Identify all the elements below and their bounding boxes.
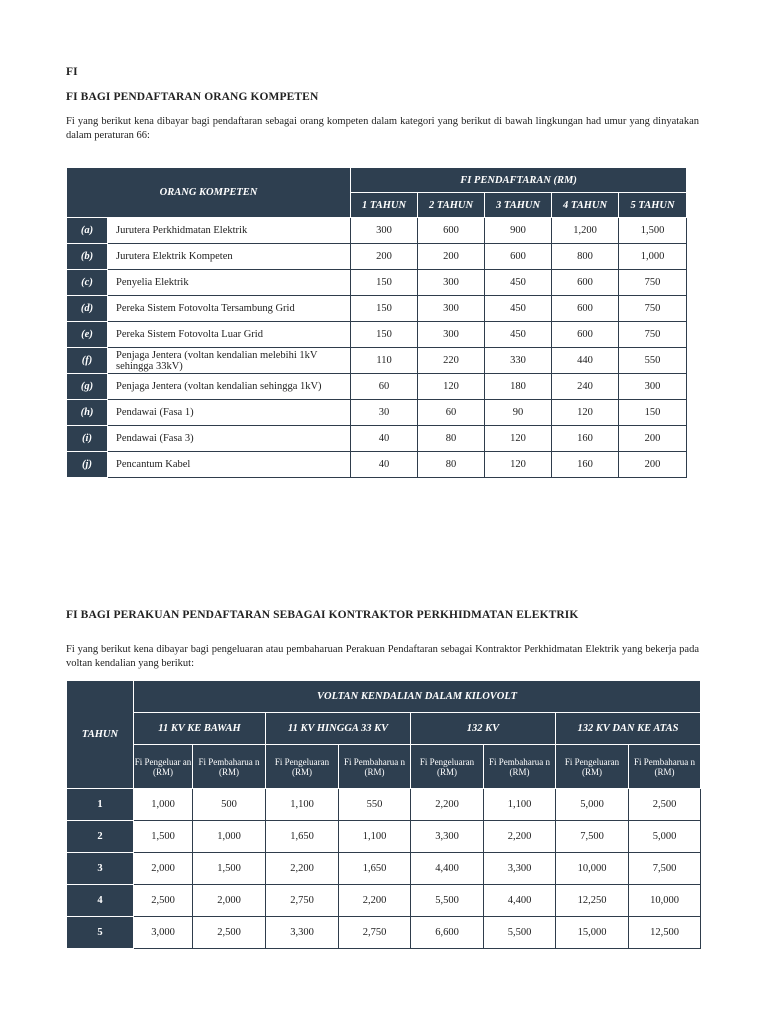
fee-cell: 15,000 [556, 917, 629, 949]
row-label: (d) [67, 296, 108, 322]
fee-cell: 10,000 [556, 853, 629, 885]
fee-cell: 3,300 [411, 821, 484, 853]
fee-cell: 110 [351, 348, 418, 374]
fee-cell: 7,500 [629, 853, 701, 885]
section1-title: FI BAGI PENDAFTARAN ORANG KOMPETEN [66, 91, 319, 103]
fee-cell: 900 [485, 218, 552, 244]
fee-cell: 2,500 [134, 885, 193, 917]
band-header: 11 KV HINGGA 33 KV [266, 713, 411, 745]
fee-cell: 12,500 [629, 917, 701, 949]
fee-cell: 200 [418, 244, 485, 270]
col-header-tahun: TAHUN [67, 681, 134, 789]
fee-cell: 5,000 [556, 789, 629, 821]
fee-cell: 300 [351, 218, 418, 244]
year-label: 3 [67, 853, 134, 885]
fee-cell: 600 [485, 244, 552, 270]
fee-cell: 120 [485, 426, 552, 452]
fee-cell: 80 [418, 426, 485, 452]
col-header-orang-kompeten: ORANG KOMPETEN [67, 168, 351, 218]
fee-cell: 800 [552, 244, 619, 270]
fee-cell: 60 [351, 374, 418, 400]
fee-cell: 200 [619, 426, 687, 452]
fee-cell: 150 [351, 270, 418, 296]
fee-cell: 3,300 [266, 917, 339, 949]
table-row [67, 322, 687, 348]
fee-cell: 40 [351, 426, 418, 452]
fee-type-header: Fi Pembaharua n (RM) [339, 745, 411, 789]
fee-type-header: Fi Pengeluaran (RM) [556, 745, 629, 789]
table-row [67, 400, 687, 426]
category-name: Jurutera Elektrik Kompeten [108, 244, 351, 270]
fee-cell: 1,000 [193, 821, 266, 853]
row-label: (h) [67, 400, 108, 426]
fee-cell: 200 [619, 452, 687, 478]
fee-cell: 750 [619, 322, 687, 348]
fee-cell: 6,600 [411, 917, 484, 949]
fee-cell: 5,500 [484, 917, 556, 949]
fee-cell: 5,000 [629, 821, 701, 853]
row-label: (b) [67, 244, 108, 270]
fee-cell: 240 [552, 374, 619, 400]
fee-cell: 160 [552, 426, 619, 452]
fee-cell: 5,500 [411, 885, 484, 917]
fee-cell: 440 [552, 348, 619, 374]
fee-cell: 300 [418, 322, 485, 348]
fee-cell: 12,250 [556, 885, 629, 917]
fee-cell: 150 [351, 296, 418, 322]
section2-title: FI BAGI PERAKUAN PENDAFTARAN SEBAGAI KONTRAKTOR PERKHIDMATAN ELEKTRIK [66, 609, 579, 621]
table-row [67, 853, 701, 885]
fee-cell: 2,500 [193, 917, 266, 949]
table-row [67, 426, 687, 452]
fee-cell: 180 [485, 374, 552, 400]
fee-cell: 3,300 [484, 853, 556, 885]
fee-cell: 2,750 [339, 917, 411, 949]
fee-cell: 750 [619, 270, 687, 296]
table-row [67, 218, 687, 244]
row-label: (a) [67, 218, 108, 244]
category-name: Pencantum Kabel [108, 452, 351, 478]
fee-type-header: Fi Pengeluaran (RM) [411, 745, 484, 789]
fee-type-header: Fi Pengeluaran (RM) [266, 745, 339, 789]
fee-cell: 600 [418, 218, 485, 244]
fee-cell: 450 [485, 270, 552, 296]
fee-cell: 1,000 [619, 244, 687, 270]
table-row [67, 917, 701, 949]
year-header: 4 TAHUN [552, 193, 619, 218]
fee-cell: 160 [552, 452, 619, 478]
fee-cell: 300 [619, 374, 687, 400]
fee-cell: 220 [418, 348, 485, 374]
fee-type-header: Fi Pembaharua n (RM) [193, 745, 266, 789]
fee-cell: 4,400 [484, 885, 556, 917]
fee-cell: 1,100 [266, 789, 339, 821]
group-header-voltan: VOLTAN KENDALIAN DALAM KILOVOLT [134, 681, 701, 713]
fee-cell: 2,000 [193, 885, 266, 917]
category-name: Pendawai (Fasa 1) [108, 400, 351, 426]
fee-cell: 1,650 [266, 821, 339, 853]
year-header: 1 TAHUN [351, 193, 418, 218]
fee-cell: 1,200 [552, 218, 619, 244]
page-heading: FI [66, 66, 78, 78]
fee-cell: 500 [193, 789, 266, 821]
fee-cell: 550 [339, 789, 411, 821]
contractor-fee-table [66, 680, 701, 949]
fee-cell: 2,500 [629, 789, 701, 821]
fee-cell: 1,500 [619, 218, 687, 244]
band-header: 11 KV KE BAWAH [134, 713, 266, 745]
row-label: (c) [67, 270, 108, 296]
fee-cell: 1,650 [339, 853, 411, 885]
fee-cell: 1,100 [484, 789, 556, 821]
fee-cell: 120 [418, 374, 485, 400]
competent-person-fee-table [66, 167, 687, 478]
category-name: Jurutera Perkhidmatan Elektrik [108, 218, 351, 244]
band-header: 132 KV DAN KE ATAS [556, 713, 701, 745]
fee-cell: 2,000 [134, 853, 193, 885]
fee-cell: 600 [552, 296, 619, 322]
fee-cell: 2,200 [266, 853, 339, 885]
year-header: 5 TAHUN [619, 193, 687, 218]
table-row [67, 821, 701, 853]
fee-cell: 60 [418, 400, 485, 426]
category-name: Pendawai (Fasa 3) [108, 426, 351, 452]
row-label: (g) [67, 374, 108, 400]
group-header-fi-pendaftaran: FI PENDAFTARAN (RM) [351, 168, 687, 193]
table-row [67, 885, 701, 917]
fee-cell: 1,500 [134, 821, 193, 853]
fee-type-header: Fi Pembaharua n (RM) [629, 745, 701, 789]
table-row [67, 270, 687, 296]
fee-cell: 150 [619, 400, 687, 426]
row-label: (j) [67, 452, 108, 478]
fee-cell: 330 [485, 348, 552, 374]
row-label: (e) [67, 322, 108, 348]
fee-cell: 2,200 [339, 885, 411, 917]
fee-cell: 300 [418, 296, 485, 322]
fee-cell: 450 [485, 322, 552, 348]
fee-cell: 1,100 [339, 821, 411, 853]
table-row [67, 452, 687, 478]
section2-intro: Fi yang berikut kena dibayar bagi pengeluaran atau pembaharuan Perakuan Pendaftaran sebagai Kontraktor Perkhidmatan Elektrik yang bekerja pada voltan kendalian yang berikut: [66, 644, 699, 669]
year-header: 3 TAHUN [485, 193, 552, 218]
year-label: 5 [67, 917, 134, 949]
table-row [67, 374, 687, 400]
category-name: Pereka Sistem Fotovolta Tersambung Grid [108, 296, 351, 322]
table-row [67, 296, 687, 322]
fee-cell: 2,200 [411, 789, 484, 821]
fee-type-header: Fi Pembaharua n (RM) [484, 745, 556, 789]
table-row [67, 244, 687, 270]
fee-cell: 150 [351, 322, 418, 348]
fee-cell: 300 [418, 270, 485, 296]
fee-cell: 80 [418, 452, 485, 478]
fee-cell: 10,000 [629, 885, 701, 917]
fee-cell: 3,000 [134, 917, 193, 949]
row-label: (f) [67, 348, 108, 374]
fee-cell: 90 [485, 400, 552, 426]
category-name: Penjaga Jentera (voltan kendalian melebihi 1kV sehingga 33kV) [108, 348, 351, 374]
fee-cell: 600 [552, 270, 619, 296]
fee-cell: 1,000 [134, 789, 193, 821]
fee-cell: 1,500 [193, 853, 266, 885]
year-label: 2 [67, 821, 134, 853]
table-row [67, 348, 687, 374]
fee-type-header: Fi Pengeluar an (RM) [134, 745, 193, 789]
fee-cell: 200 [351, 244, 418, 270]
category-name: Penjaga Jentera (voltan kendalian sehingga 1kV) [108, 374, 351, 400]
fee-cell: 120 [552, 400, 619, 426]
table-row [67, 789, 701, 821]
fee-cell: 30 [351, 400, 418, 426]
row-label: (i) [67, 426, 108, 452]
fee-cell: 600 [552, 322, 619, 348]
fee-cell: 7,500 [556, 821, 629, 853]
year-header: 2 TAHUN [418, 193, 485, 218]
band-header: 132 KV [411, 713, 556, 745]
fee-cell: 120 [485, 452, 552, 478]
fee-cell: 450 [485, 296, 552, 322]
year-label: 4 [67, 885, 134, 917]
fee-cell: 40 [351, 452, 418, 478]
category-name: Pereka Sistem Fotovolta Luar Grid [108, 322, 351, 348]
fee-cell: 2,200 [484, 821, 556, 853]
fee-cell: 750 [619, 296, 687, 322]
category-name: Penyelia Elektrik [108, 270, 351, 296]
section1-intro: Fi yang berikut kena dibayar bagi pendaftaran sebagai orang kompeten dalam kategori yang berikut di bawah lingkungan had umur yang dinyatakan dalam peraturan 66: [66, 116, 699, 141]
fee-cell: 4,400 [411, 853, 484, 885]
year-label: 1 [67, 789, 134, 821]
fee-cell: 550 [619, 348, 687, 374]
fee-cell: 2,750 [266, 885, 339, 917]
